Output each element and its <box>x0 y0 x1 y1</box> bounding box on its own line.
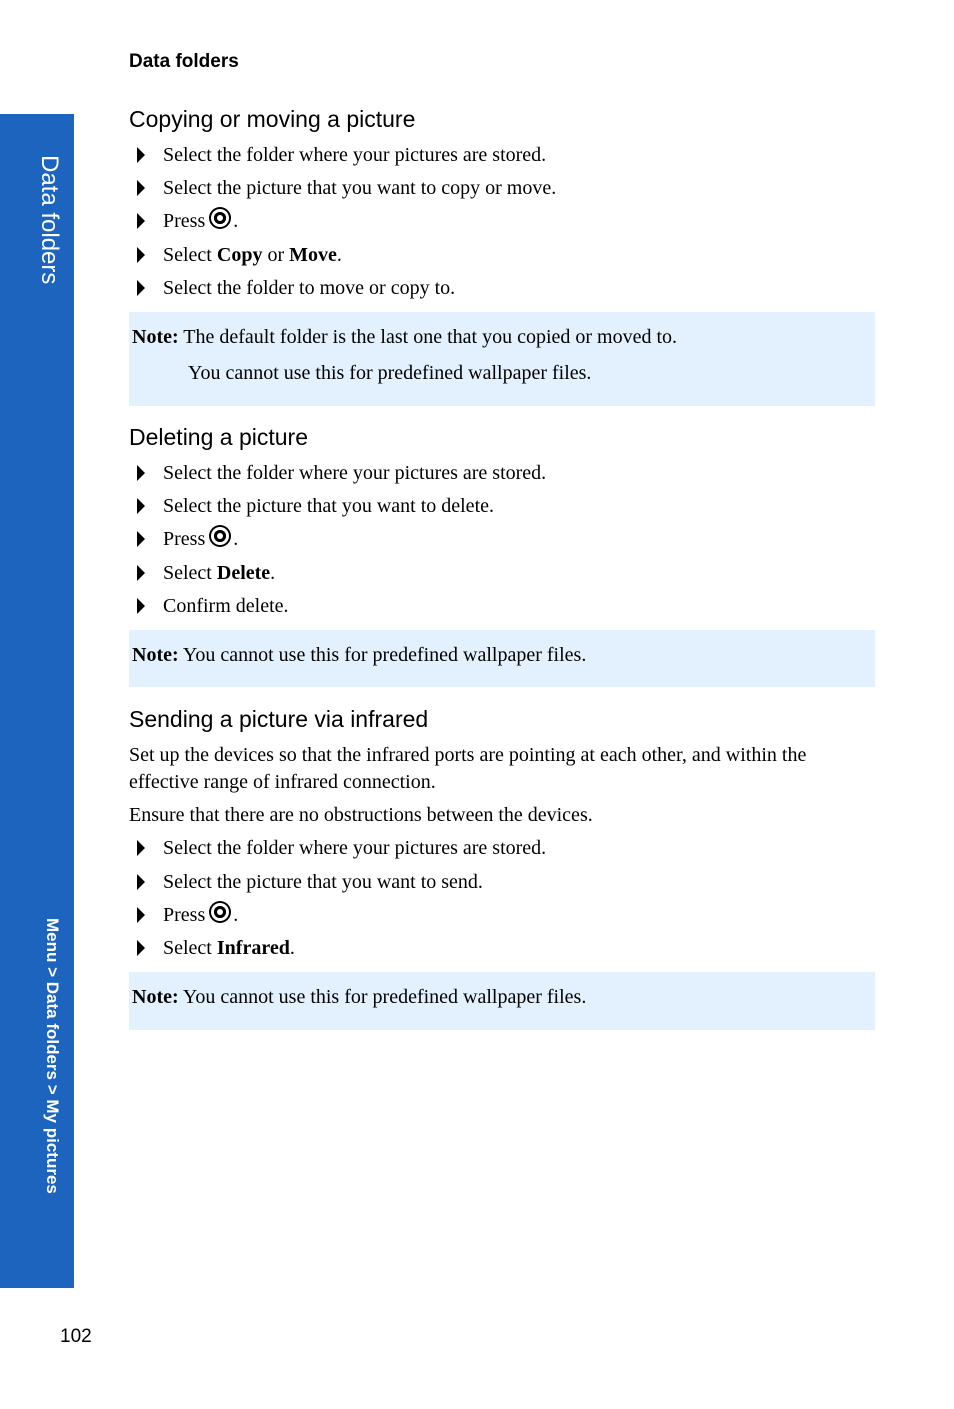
list-item: Press . <box>137 902 238 928</box>
triangle-arrow-icon <box>137 498 145 514</box>
note-box: Note: You cannot use this for predefined wallpaper files. <box>129 630 875 687</box>
note-box: Note: You cannot use this for predefined wallpaper files. <box>129 972 875 1030</box>
section-heading-copy-move: Copying or moving a picture <box>129 106 416 132</box>
side-tab-title: Data folders <box>36 155 63 285</box>
triangle-arrow-icon <box>137 874 145 890</box>
triangle-arrow-icon <box>137 531 145 547</box>
triangle-arrow-icon <box>137 147 145 163</box>
list-item: Press . <box>137 526 238 552</box>
list-item: Select the folder where your pictures are stored. <box>137 142 546 168</box>
body-paragraph: Ensure that there are no obstructions between the devices. <box>129 804 593 826</box>
center-select-key-icon <box>209 207 231 229</box>
list-item: Select the folder to move or copy to. <box>137 275 455 301</box>
list-item: Select Infrared . <box>137 935 295 961</box>
triangle-arrow-icon <box>137 247 145 263</box>
triangle-arrow-icon <box>137 840 145 856</box>
page-number: 102 <box>60 1326 92 1347</box>
section-heading-infrared: Sending a picture via infrared <box>129 706 429 732</box>
triangle-arrow-icon <box>137 180 145 196</box>
section-heading-delete: Deleting a picture <box>129 424 308 450</box>
center-select-key-icon <box>209 525 231 547</box>
list-item: Press . <box>137 208 238 234</box>
side-tab-breadcrumb: Menu > Data folders > My pictures <box>43 918 62 1194</box>
list-item: Select Copy or Move . <box>137 242 342 268</box>
triangle-arrow-icon <box>137 280 145 296</box>
triangle-arrow-icon <box>137 465 145 481</box>
list-item: Select the picture that you want to delete. <box>137 493 494 519</box>
triangle-arrow-icon <box>137 940 145 956</box>
list-item: Select Delete . <box>137 560 275 586</box>
triangle-arrow-icon <box>137 213 145 229</box>
note-box: Note: The default folder is the last one that you copied or moved to. You cannot use this for predefined wallpaper files. <box>129 312 875 406</box>
list-item: Select the folder where your pictures are stored. <box>137 460 546 486</box>
running-head: Data folders <box>129 51 239 72</box>
list-item: Select the picture that you want to send. <box>137 869 483 895</box>
triangle-arrow-icon <box>137 598 145 614</box>
triangle-arrow-icon <box>137 907 145 923</box>
body-paragraph: Set up the devices so that the infrared ports are pointing at each other, and within the effective range of infrared connection. <box>129 744 807 793</box>
center-select-key-icon <box>209 901 231 923</box>
triangle-arrow-icon <box>137 565 145 581</box>
list-item: Select the folder where your pictures are stored. <box>137 835 546 861</box>
list-item: Confirm delete. <box>137 593 289 619</box>
list-item: Select the picture that you want to copy or move. <box>137 175 556 201</box>
